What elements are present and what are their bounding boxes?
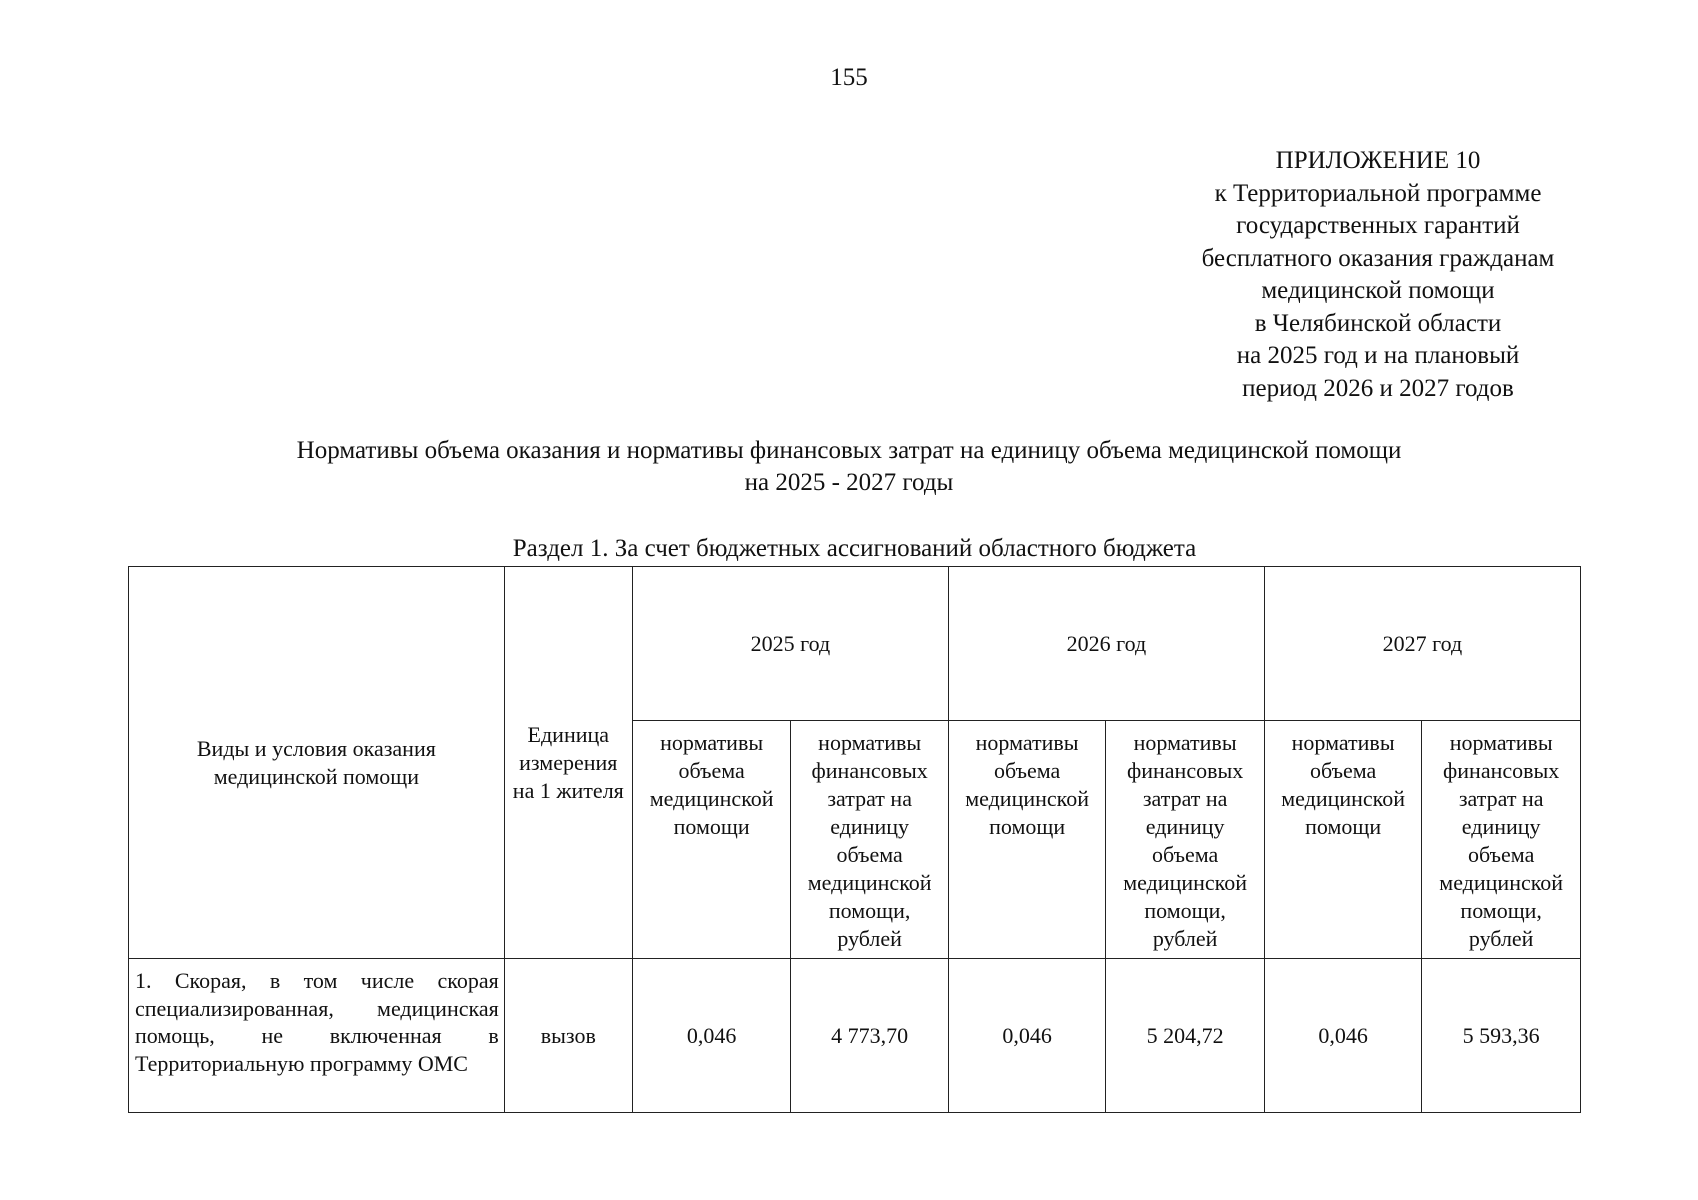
appendix-line: период 2026 и 2027 годов <box>1242 374 1514 402</box>
appendix-header <box>1168 145 1588 405</box>
value-volume-2025: 0,046 <box>632 959 791 1113</box>
value-cost-2025: 4 773,70 <box>791 959 948 1113</box>
value-volume-2027: 0,046 <box>1264 959 1421 1113</box>
value-volume-2026: 0,046 <box>948 959 1105 1113</box>
row-unit: вызов <box>504 959 632 1113</box>
page-number: 155 <box>830 64 868 91</box>
norms-table <box>128 566 1581 1113</box>
document-title-line: на 2025 - 2027 годы <box>744 469 954 496</box>
header-year-2025: 2025 год <box>632 567 948 721</box>
subheader-cost: нормативы финансовых затрат на единицу объема медицинской помощи, рублей <box>1106 721 1265 959</box>
table-header-row <box>129 567 1581 721</box>
header-type: Виды и условия оказания медицинской помощи <box>129 567 505 959</box>
document-title-line: Нормативы объема оказания и нормативы финансовых затрат на единицу объема медицинской помощи <box>296 437 1402 464</box>
appendix-line: на 2025 год и на плановый <box>1236 342 1520 369</box>
subheader-volume: нормативы объема медицинской помощи <box>1264 721 1421 959</box>
appendix-line: ПРИЛОЖЕНИЕ 10 <box>1275 147 1481 174</box>
subheader-cost: нормативы финансовых затрат на единицу объема медицинской помощи, рублей <box>791 721 948 959</box>
header-year-2026: 2026 год <box>948 567 1264 721</box>
table-row <box>129 959 1581 1113</box>
appendix-line: к Территориальной программе <box>1214 179 1542 207</box>
row-type: 1. Скорая, в том числе скорая специализированная, медицинская помощь, не включенная в Территориальную программу ОМС <box>129 959 505 1113</box>
section-title: Раздел 1. За счет бюджетных ассигнований областного бюджета <box>512 535 1197 562</box>
header-unit: Единица измерения на 1 жителя <box>504 567 632 959</box>
appendix-line: в Челябинской области <box>1254 309 1502 337</box>
subheader-volume: нормативы объема медицинской помощи <box>632 721 791 959</box>
appendix-line: медицинской помощи <box>1261 277 1495 304</box>
appendix-line: бесплатного оказания гражданам <box>1201 244 1555 272</box>
value-cost-2026: 5 204,72 <box>1106 959 1265 1113</box>
subheader-cost: нормативы финансовых затрат на единицу объема медицинской помощи, рублей <box>1422 721 1581 959</box>
value-cost-2027: 5 593,36 <box>1422 959 1581 1113</box>
document-title <box>100 435 1598 499</box>
appendix-line: государственных гарантий <box>1236 212 1520 239</box>
header-year-2027: 2027 год <box>1264 567 1580 721</box>
subheader-volume: нормативы объема медицинской помощи <box>948 721 1105 959</box>
